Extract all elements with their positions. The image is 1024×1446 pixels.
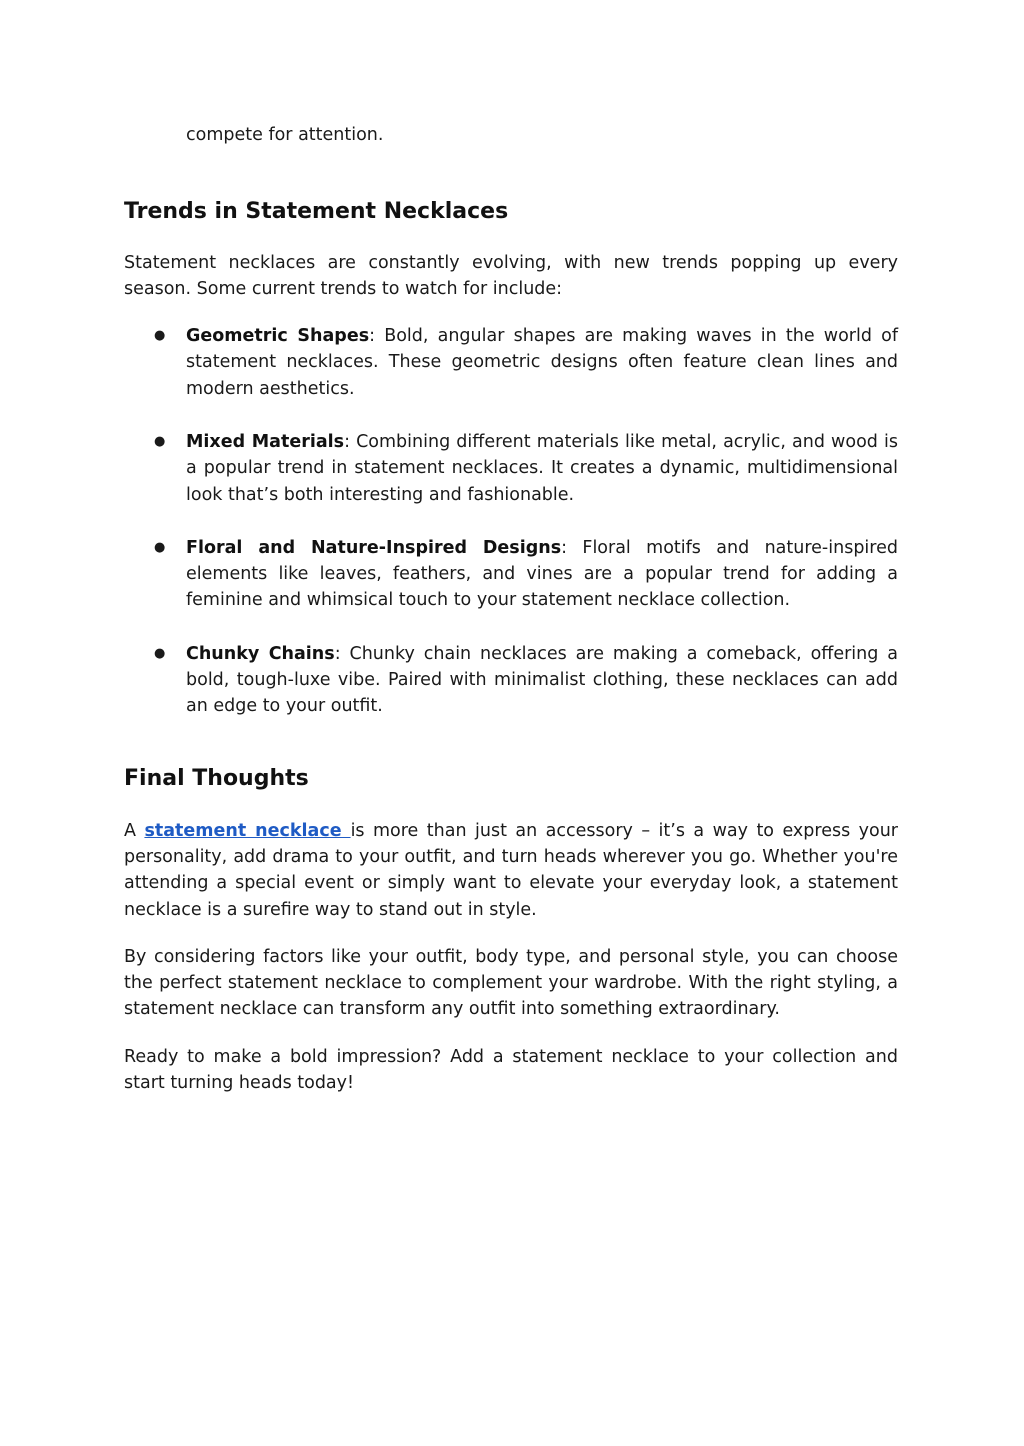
final-paragraph-2: By considering factors like your outfit, body type, and personal style, you can choose the perfect statement necklace to complement your wardrobe. With the right styling, a statement necklace can transform any outfit into something extraordinary. <box>124 946 898 1020</box>
final-p1-prefix: A <box>124 820 145 841</box>
trend-description: : Bold, angular shapes are making waves in the world of statement necklaces. These geometric designs often feature clean lines and modern aesthetics. <box>186 326 898 399</box>
statement-necklace-link[interactable]: statement necklace <box>144 820 351 841</box>
list-item <box>124 429 898 508</box>
bullet-icon: ● <box>154 645 166 661</box>
final-paragraph-1 <box>124 818 898 923</box>
trends-heading: Trends in Statement Necklaces <box>124 198 509 224</box>
bullet-icon: ● <box>154 433 166 449</box>
trends-intro-paragraph: Statement necklaces are constantly evolving, with new trends popping up every season. Some current trends to watch for include: <box>124 252 898 299</box>
document-body <box>124 122 898 1096</box>
final-p1-rest: is more than just an accessory – it’s a way to express your personality, add drama to your outfit, and turn heads wherever you go. Whether you're attending a special event or simply want to elevate your everyday look, a statement necklace is a surefire way to stand out in style. <box>124 820 899 920</box>
trend-term: Mixed Materials <box>186 431 345 452</box>
bullet-icon: ● <box>154 328 166 344</box>
list-item <box>124 535 898 614</box>
trend-term: Floral and Nature-Inspired Designs <box>186 537 562 558</box>
list-item <box>124 641 898 720</box>
final-thoughts-heading: Final Thoughts <box>124 765 309 791</box>
trends-list <box>124 323 898 720</box>
final-paragraph-3: Ready to make a bold impression? Add a statement necklace to your collection and start turning heads today! <box>124 1046 898 1094</box>
continuation-text: compete for attention. <box>186 125 384 145</box>
trend-description: : Chunky chain necklaces are making a comeback, offering a bold, tough-luxe vibe. Paired with minimalist clothing, these necklaces can add an edge to your outfit. <box>186 643 898 717</box>
trend-description: : Floral motifs and nature-inspired elements like leaves, feathers, and vines are a popular trend for adding a feminine and whimsical touch to your statement necklace collection. <box>186 537 898 611</box>
bullet-icon: ● <box>154 539 166 555</box>
trend-term: Chunky Chains <box>186 643 335 664</box>
list-item <box>124 323 898 402</box>
trend-description: : Combining different materials like metal, acrylic, and wood is a popular trend in statement necklaces. It creates a dynamic, multidimensional look that’s both interesting and fashionable. <box>186 431 898 505</box>
trend-term: Geometric Shapes <box>186 326 370 347</box>
